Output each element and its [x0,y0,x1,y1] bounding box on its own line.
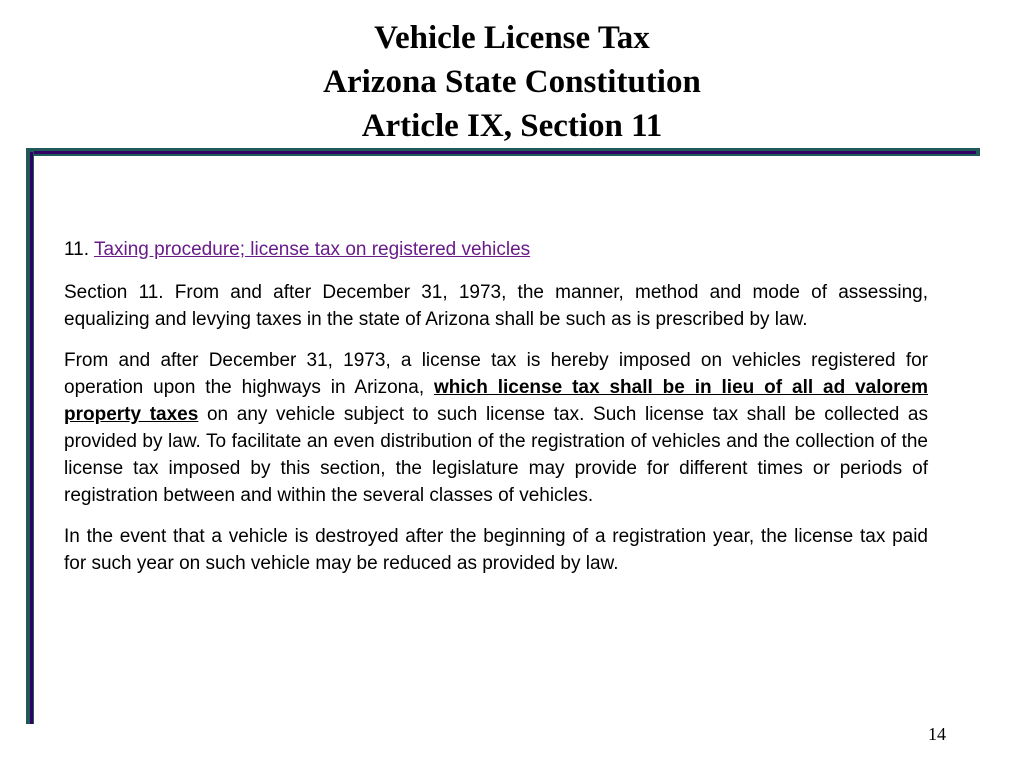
paragraph-2-text-start: From and after December 31, 1973, a license tax is hereby imposed on vehicles registered for operation upon the highways in Arizona, [64,350,928,398]
title-line-1: Vehicle License Tax [374,20,650,56]
paragraph-2-emphasis: which license tax shall be in lieu of all ad valorem property taxes [64,377,928,425]
slide-title [0,16,1024,148]
page-number: 14 [928,724,946,744]
frame-top-inner-bar [32,151,976,154]
slide-body [64,236,928,591]
section-heading [64,236,928,263]
title-line-3: Article IX, Section 11 [361,108,663,144]
title-line-2: Arizona State Constitution [323,64,701,100]
frame-left-inner-bar [30,152,33,724]
section-number: 11. [64,239,90,260]
paragraph-3: In the event that a vehicle is destroyed after the beginning of a registration year, the license tax paid for such year on such vehicle may be reduced as provided by law. [64,526,928,574]
section-title-link[interactable]: Taxing procedure; license tax on registered vehicles [93,239,531,260]
paragraph-2-text-end: on any vehicle subject to such license tax. Such license tax shall be collected as provided by law. To facilitate an even distribution of the registration of vehicles and the collection of the license tax imposed by this section, the legislature may provide for different times or periods of registration between and within the several classes of vehicles. [64,404,928,506]
paragraph-2 [64,347,928,509]
paragraph-1: Section 11. From and after December 31, 1973, the manner, method and mode of assessing, equalizing and levying taxes in the state of Arizona shall be such as is prescribed by law. [64,282,928,330]
